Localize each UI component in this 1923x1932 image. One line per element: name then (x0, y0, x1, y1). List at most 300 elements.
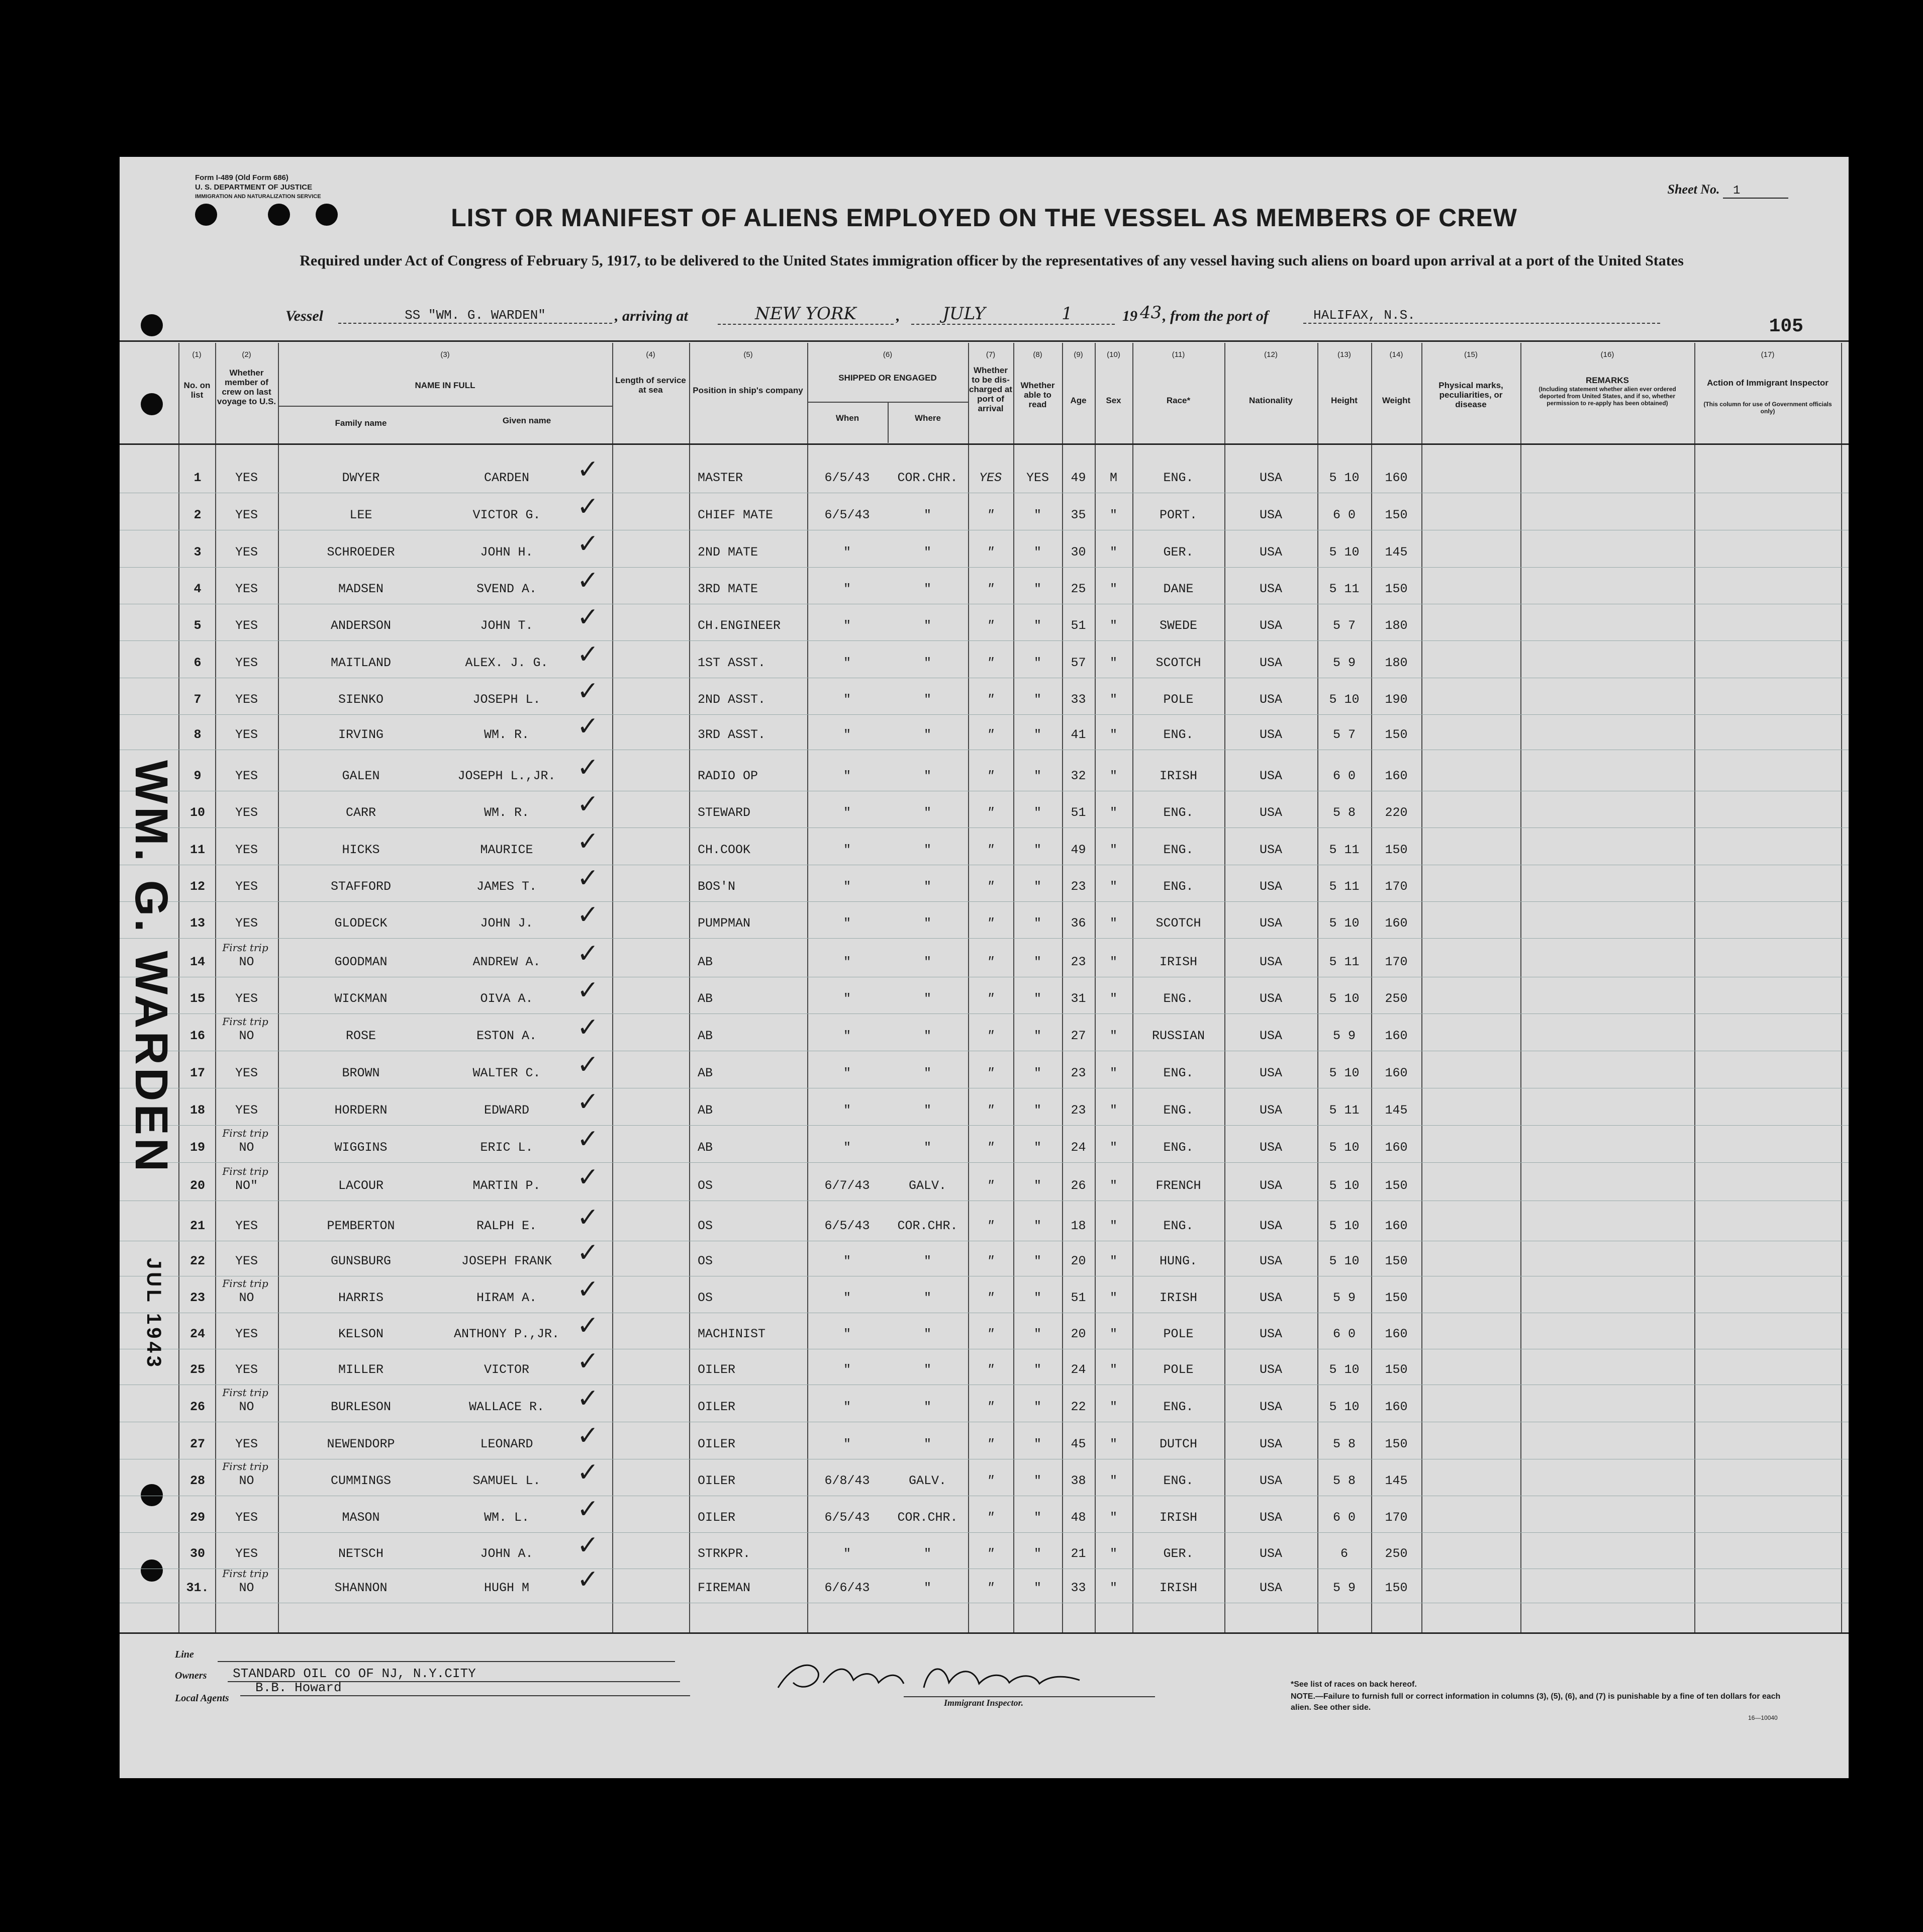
read-value: " (1033, 1546, 1041, 1561)
height-value: 5 8 (1332, 1474, 1356, 1488)
check-mark-icon: ✓ (577, 939, 599, 969)
row-number: 29 (189, 1510, 205, 1525)
where-value: " (923, 955, 931, 969)
crew-row (120, 1203, 1849, 1244)
where-value: " (923, 1254, 931, 1268)
crew-row (120, 1087, 1849, 1129)
arrival-month: JULY (911, 304, 1017, 325)
row-number: 20 (189, 1178, 205, 1193)
discharged-value: " (986, 1546, 994, 1561)
discharged-value: " (986, 545, 994, 560)
nationality-value: USA (1259, 727, 1282, 742)
where-value: " (923, 582, 931, 596)
position-value: OILER (698, 1437, 736, 1451)
nationality-value: USA (1259, 843, 1282, 857)
position-value: CH.COOK (698, 843, 751, 857)
given-name: WM. R. (484, 805, 529, 820)
arriving-port: NEW YORK (718, 304, 894, 325)
vessel-name-stamp (126, 760, 180, 1263)
row-number: 14 (189, 955, 205, 969)
age-value: 20 (1071, 1254, 1086, 1268)
check-mark-icon: ✓ (577, 1346, 599, 1376)
sheet-number: 1 (1723, 184, 1788, 199)
first-trip-note: First trip (222, 1127, 268, 1139)
crew-row (120, 1384, 1849, 1425)
row-number: 15 (189, 991, 205, 1006)
date-stamp (135, 1258, 175, 1424)
read-value: " (1033, 1103, 1041, 1118)
read-value: " (1033, 955, 1041, 969)
col-num: (3) (440, 350, 450, 359)
voyage-value: YES (235, 1546, 258, 1561)
sex-value: " (1109, 1474, 1117, 1488)
height-value: 5 11 (1329, 1103, 1360, 1118)
position-value: OS (698, 1291, 713, 1305)
race-value: SCOTCH (1156, 656, 1201, 670)
crew-row (120, 1494, 1849, 1536)
discharged-value: " (986, 508, 994, 522)
header-where: Where (915, 413, 941, 423)
read-value: " (1033, 1219, 1041, 1233)
col-num: (13) (1337, 350, 1351, 359)
position-value: AB (698, 991, 713, 1006)
given-name: VICTOR (484, 1362, 529, 1377)
where-value: " (923, 769, 931, 783)
first-trip-note: First trip (222, 942, 268, 954)
header-physical-marks: Physical marks, peculiarities, or disease (1438, 381, 1503, 409)
height-value: 5 10 (1329, 1400, 1360, 1414)
height-value: 5 10 (1329, 1178, 1360, 1193)
crew-row (120, 1530, 1849, 1572)
where-value: " (923, 727, 931, 742)
discharged-value: " (986, 656, 994, 670)
header-when: When (835, 413, 859, 423)
header-action-sub: (This column for use of Government officials only) (1703, 401, 1832, 415)
height-value: 5 9 (1332, 1581, 1356, 1595)
row-number: 25 (189, 1362, 205, 1377)
when-value: 6/5/43 (824, 508, 870, 522)
where-value: " (923, 618, 931, 633)
when-value: " (843, 545, 851, 560)
check-mark-icon: ✓ (577, 676, 599, 706)
read-value: " (1033, 1437, 1041, 1451)
check-mark-icon: ✓ (577, 602, 599, 632)
nationality-value: USA (1259, 471, 1282, 485)
family-name: NETSCH (338, 1546, 383, 1561)
race-value: IRISH (1159, 955, 1197, 969)
voyage-value: YES (235, 545, 258, 560)
sex-value: " (1109, 991, 1117, 1006)
crew-row (120, 939, 1849, 980)
where-value: " (923, 1066, 931, 1080)
nationality-value: USA (1259, 656, 1282, 670)
discharged-value: " (986, 1066, 994, 1080)
row-number: 18 (189, 1103, 205, 1118)
crew-row (120, 711, 1849, 753)
voyage-value: NO (239, 1400, 254, 1414)
voyage-value: NO" (235, 1178, 258, 1193)
sex-value: " (1109, 955, 1117, 969)
family-name: MADSEN (338, 582, 383, 596)
age-value: 51 (1071, 1291, 1086, 1305)
given-name: JOSEPH L. (472, 692, 541, 707)
family-name: GOODMAN (334, 955, 388, 969)
where-value: " (923, 1029, 931, 1043)
col-num: (4) (646, 350, 655, 359)
nationality-value: USA (1259, 991, 1282, 1006)
weight-value: 250 (1385, 1546, 1408, 1561)
given-name: LEONARD (480, 1437, 533, 1451)
nationality-value: USA (1259, 618, 1282, 633)
crew-row (120, 566, 1849, 607)
row-rule (120, 1532, 1849, 1533)
given-name: ANTHONY P.,JR. (453, 1327, 560, 1341)
row-rule (120, 1162, 1849, 1163)
race-value: DUTCH (1159, 1437, 1197, 1451)
read-value: " (1033, 656, 1041, 670)
weight-value: 150 (1385, 1254, 1408, 1268)
where-value: " (923, 1581, 931, 1595)
height-value: 5 11 (1329, 843, 1360, 857)
age-value: 51 (1071, 618, 1086, 633)
where-value: " (923, 656, 931, 670)
read-value: " (1033, 1400, 1041, 1414)
age-value: 23 (1071, 955, 1086, 969)
age-value: 25 (1071, 582, 1086, 596)
voyage-value: YES (235, 582, 258, 596)
age-value: 18 (1071, 1219, 1086, 1233)
given-name: WM. R. (484, 727, 529, 742)
when-value: " (843, 618, 851, 633)
voyage-value: YES (235, 727, 258, 742)
family-name: WIGGINS (334, 1140, 388, 1155)
nationality-value: USA (1259, 955, 1282, 969)
crew-row (120, 1050, 1849, 1091)
given-name: JOHN A. (480, 1546, 533, 1561)
height-value: 5 9 (1332, 1029, 1356, 1043)
when-value: 6/6/43 (824, 1581, 870, 1595)
position-value: RADIO OP (698, 769, 758, 783)
height-value: 5 8 (1332, 805, 1356, 820)
when-value: " (843, 1400, 851, 1414)
sex-value: " (1109, 692, 1117, 707)
arriving-label: , arriving at (615, 308, 688, 324)
row-number: 7 (194, 692, 202, 707)
age-value: 27 (1071, 1029, 1086, 1043)
sex-value: " (1109, 1400, 1117, 1414)
weight-value: 160 (1385, 1066, 1408, 1080)
crew-row (120, 1457, 1849, 1499)
read-value: " (1033, 618, 1041, 633)
form-identifier (195, 173, 326, 202)
from-label: , from the port of (1163, 308, 1269, 324)
row-number: 23 (189, 1291, 205, 1305)
col-num: (17) (1761, 350, 1775, 359)
race-value: FRENCH (1156, 1178, 1201, 1193)
race-value: IRISH (1159, 1581, 1197, 1595)
page-number: 105 (1769, 316, 1803, 337)
sex-value: " (1109, 656, 1117, 670)
family-name: MASON (342, 1510, 380, 1525)
sex-value: " (1109, 1066, 1117, 1080)
weight-value: 150 (1385, 1581, 1408, 1595)
position-value: AB (698, 1066, 713, 1080)
read-value: " (1033, 843, 1041, 857)
crew-row (120, 826, 1849, 868)
header-able-to-read: Whether able to read (1020, 381, 1055, 409)
read-value: " (1033, 1066, 1041, 1080)
family-name: LEE (349, 508, 372, 522)
nationality-value: USA (1259, 1066, 1282, 1080)
height-value: 5 7 (1332, 618, 1356, 633)
race-value: PORT. (1159, 508, 1197, 522)
given-name: JOHN J. (480, 916, 533, 931)
voyage-value: YES (235, 805, 258, 820)
weight-value: 190 (1385, 692, 1408, 707)
sex-value: " (1109, 843, 1117, 857)
nationality-value: USA (1259, 769, 1282, 783)
when-value: " (843, 1437, 851, 1451)
crew-row (120, 639, 1849, 681)
given-name: MARTIN P. (472, 1178, 541, 1193)
header-race: Race* (1166, 396, 1191, 405)
crew-row (120, 975, 1849, 1017)
row-number: 12 (189, 879, 205, 894)
race-value: ENG. (1163, 1140, 1194, 1155)
weight-value: 160 (1385, 1029, 1408, 1043)
race-value: ENG. (1163, 1066, 1194, 1080)
first-trip-note: First trip (222, 1387, 268, 1399)
height-value: 6 (1340, 1546, 1348, 1561)
position-value: STEWARD (698, 805, 751, 820)
when-value: " (843, 1327, 851, 1341)
voyage-value: YES (235, 879, 258, 894)
col-num: (9) (1074, 350, 1083, 359)
when-value: 6/5/43 (824, 1510, 870, 1525)
row-number: 5 (194, 618, 202, 633)
age-value: 51 (1071, 805, 1086, 820)
race-value: SCOTCH (1156, 916, 1201, 931)
sheet-label: Sheet No. (1667, 182, 1720, 197)
check-mark-icon: ✓ (577, 789, 599, 819)
height-value: 5 10 (1329, 916, 1360, 931)
race-value: ENG. (1163, 727, 1194, 742)
discharged-value: " (986, 1291, 994, 1305)
family-name: LACOUR (338, 1178, 383, 1193)
vessel-name: SS "WM. G. WARDEN" (338, 308, 612, 324)
position-value: BOS'N (698, 879, 736, 894)
age-value: 20 (1071, 1327, 1086, 1341)
when-value: " (843, 1291, 851, 1305)
read-value: " (1033, 727, 1041, 742)
discharged-value: " (986, 1140, 994, 1155)
age-value: 24 (1071, 1362, 1086, 1377)
sex-value: " (1109, 1327, 1117, 1341)
row-rule (120, 901, 1849, 902)
family-name: IRVING (338, 727, 383, 742)
weight-value: 150 (1385, 727, 1408, 742)
where-value: GALV. (908, 1474, 946, 1488)
family-name: DWYER (342, 471, 380, 485)
department-name: U. S. DEPARTMENT OF JUSTICE (195, 183, 313, 192)
year-prefix: 19 (1122, 308, 1137, 324)
height-value: 5 10 (1329, 1254, 1360, 1268)
comma: , (896, 308, 900, 324)
row-rule (120, 827, 1849, 828)
discharged-value: " (986, 1178, 994, 1193)
row-rule (120, 567, 1849, 568)
position-value: MASTER (698, 471, 743, 485)
family-name: GUNSBURG (330, 1254, 392, 1268)
read-value: " (1033, 1510, 1041, 1525)
discharged-value: " (986, 1029, 994, 1043)
header-last-voyage: Whether member of crew on last voyage to U.S. (217, 368, 276, 406)
voyage-value: YES (235, 843, 258, 857)
read-value: " (1033, 1029, 1041, 1043)
crew-row (120, 900, 1849, 942)
height-value: 5 9 (1332, 1291, 1356, 1305)
row-number: 26 (189, 1400, 205, 1414)
age-value: 33 (1071, 1581, 1086, 1595)
position-value: MACHINIST (698, 1327, 766, 1341)
when-value: " (843, 727, 851, 742)
voyage-value: YES (235, 508, 258, 522)
nationality-value: USA (1259, 805, 1282, 820)
sex-value: " (1109, 508, 1117, 522)
where-value: " (923, 991, 931, 1006)
weight-value: 160 (1385, 769, 1408, 783)
voyage-value: NO (239, 1029, 254, 1043)
given-name: WALTER C. (472, 1066, 541, 1080)
read-value: " (1033, 1140, 1041, 1155)
age-value: 31 (1071, 991, 1086, 1006)
inspector-signature (773, 1652, 1085, 1698)
race-value: ENG. (1163, 805, 1194, 820)
race-value: ENG. (1163, 471, 1194, 485)
weight-value: 160 (1385, 1400, 1408, 1414)
age-value: 35 (1071, 508, 1086, 522)
voyage-value: YES (235, 618, 258, 633)
when-value: " (843, 692, 851, 707)
voyage-value: YES (235, 1510, 258, 1525)
given-name: WM. L. (484, 1510, 529, 1525)
family-name: CARR (345, 805, 376, 820)
height-value: 5 10 (1329, 1219, 1360, 1233)
when-value: " (843, 1254, 851, 1268)
first-trip-note: First trip (222, 1460, 268, 1473)
name-header-rule (278, 406, 612, 407)
voyage-value: NO (239, 955, 254, 969)
nationality-value: USA (1259, 1219, 1282, 1233)
voyage-value: YES (235, 471, 258, 485)
read-value: " (1033, 1327, 1041, 1341)
read-value: " (1033, 1362, 1041, 1377)
where-value: " (923, 916, 931, 931)
weight-value: 170 (1385, 1510, 1408, 1525)
age-value: 23 (1071, 879, 1086, 894)
page-subtitle: Required under Act of Congress of February 5, 1917, to be delivered to the United States immigration officer by the representatives of any vessel having such aliens on board upon arrival at a port of the United States (300, 252, 1684, 269)
race-value: SWEDE (1159, 618, 1197, 633)
arrival-day: 1 (1019, 304, 1115, 325)
vessel-line (285, 303, 1768, 328)
header-sex: Sex (1106, 396, 1121, 405)
when-value: " (843, 1066, 851, 1080)
check-mark-icon: ✓ (577, 711, 599, 742)
nationality-value: USA (1259, 508, 1282, 522)
height-value: 5 10 (1329, 1362, 1360, 1377)
check-mark-icon: ✓ (577, 566, 599, 596)
when-value: " (843, 1029, 851, 1043)
sex-value: " (1109, 769, 1117, 783)
race-value: POLE (1163, 1362, 1194, 1377)
race-value: ENG. (1163, 1103, 1194, 1118)
when-value: " (843, 991, 851, 1006)
when-value: 6/7/43 (824, 1178, 870, 1193)
nationality-value: USA (1259, 1546, 1282, 1561)
discharged-value: " (986, 1254, 994, 1268)
crew-row (120, 602, 1849, 644)
nationality-value: USA (1259, 916, 1282, 931)
check-mark-icon: ✓ (577, 1087, 599, 1117)
given-name: JOHN T. (480, 618, 533, 633)
nationality-value: USA (1259, 1400, 1282, 1414)
weight-value: 180 (1385, 618, 1408, 633)
check-mark-icon: ✓ (577, 1013, 599, 1043)
sex-value: " (1109, 618, 1117, 633)
sex-value: " (1109, 1362, 1117, 1377)
read-value: " (1033, 991, 1041, 1006)
age-value: 49 (1071, 843, 1086, 857)
voyage-value: NO (239, 1140, 254, 1155)
nationality-value: USA (1259, 1140, 1282, 1155)
weight-value: 160 (1385, 916, 1408, 931)
discharged-value: " (986, 879, 994, 894)
position-value: OS (698, 1219, 713, 1233)
given-name: WALLACE R. (468, 1400, 545, 1414)
service-name: IMMIGRATION AND NATURALIZATION SERVICE (195, 194, 321, 200)
discharged-value: " (986, 1103, 994, 1118)
age-value: 30 (1071, 545, 1086, 560)
where-value: COR.CHR. (897, 1219, 958, 1233)
nationality-value: USA (1259, 582, 1282, 596)
when-value: " (843, 656, 851, 670)
table-bottom-rule (120, 1632, 1849, 1634)
discharged-value: " (986, 618, 994, 633)
given-name: JOSEPH L.,JR. (457, 769, 556, 783)
read-value: " (1033, 1178, 1041, 1193)
first-trip-note: First trip (222, 1568, 268, 1580)
first-trip-note: First trip (222, 1165, 268, 1177)
given-name: SAMUEL L. (472, 1474, 541, 1488)
year-suffix: 43 (1140, 303, 1162, 323)
when-value: " (843, 843, 851, 857)
owners-label: Owners (175, 1670, 207, 1681)
row-number: 17 (189, 1066, 205, 1080)
height-value: 5 11 (1329, 879, 1360, 894)
crew-row (120, 1238, 1849, 1279)
sex-value: " (1109, 1254, 1117, 1268)
crew-row (120, 1162, 1849, 1204)
discharged-value: " (986, 991, 994, 1006)
row-number: 9 (194, 769, 202, 783)
weight-value: 180 (1385, 656, 1408, 670)
discharged-value: " (986, 916, 994, 931)
where-value: " (923, 1362, 931, 1377)
weight-value: 145 (1385, 545, 1408, 560)
age-value: 24 (1071, 1140, 1086, 1155)
discharged-value: " (986, 692, 994, 707)
sex-value: " (1109, 545, 1117, 560)
